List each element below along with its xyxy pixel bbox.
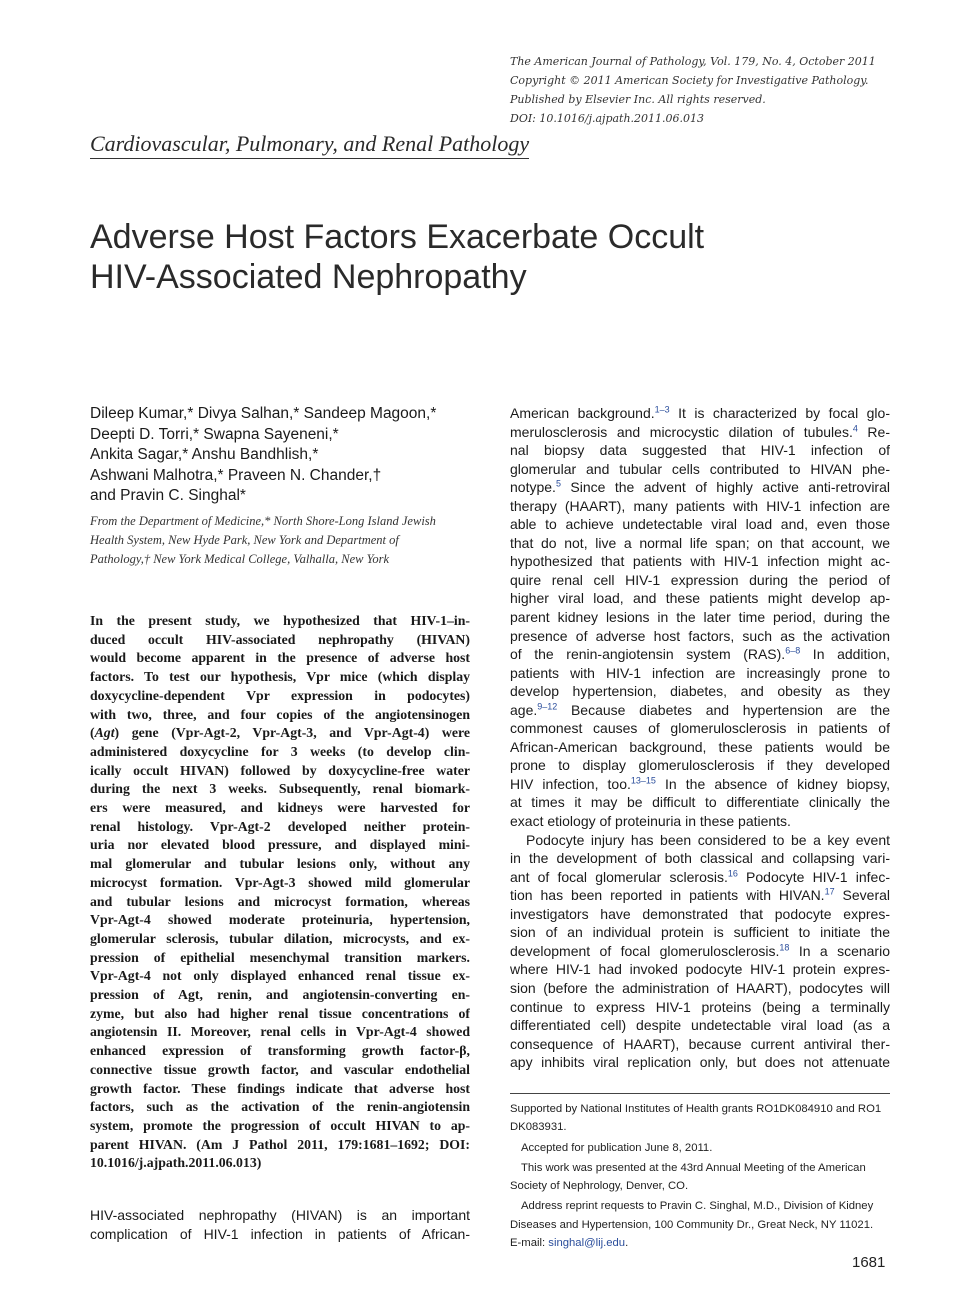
email-line: [510, 1234, 890, 1252]
body-text: of the renin-angiotensin system (RAS).: [510, 646, 786, 663]
abstract-line: with two, three, and four copies of the angiotensinogen: [90, 706, 470, 722]
abstract-line: and tubular lesions and microcyst formation, whereas: [90, 893, 470, 909]
abstract-line: In the present study, we hypothesized that HIV-1–in-: [90, 613, 470, 628]
journal-citation: [510, 52, 950, 128]
affiliation-line: Pathology,† New York Medical College, Valhalla, New York: [90, 552, 390, 566]
reference[interactable]: 4: [852, 422, 858, 433]
publisher-line: Published by Elsevier Inc. All rights reserved.: [510, 93, 766, 106]
body-text: Re-: [857, 423, 890, 440]
reference[interactable]: 13–15: [630, 775, 656, 786]
reference[interactable]: 9–12: [537, 701, 558, 712]
abstract-line: pression of Agt, renin, and angiotensin-converting en-: [90, 987, 470, 1003]
body-line: sion (before the administration of HAART), podocytes will: [510, 979, 890, 996]
affiliation-line: From the Department of Medicine,* North Shore-Long Island Jewish: [90, 514, 436, 528]
body-text: tion has been reported in patients with HIVAN.: [510, 887, 825, 904]
footnotes: [510, 1100, 890, 1252]
article-title: [90, 217, 810, 297]
body-text: notype.: [510, 479, 556, 496]
title-line: HIV-Associated Nephropathy: [90, 258, 527, 296]
reference[interactable]: 6–8: [785, 645, 801, 656]
body-line: investigators have demonstrated that podocyte expres-: [510, 905, 890, 922]
body-column-right: [510, 404, 890, 1072]
body-line: higher viral load, and these patients might develop ap-: [510, 590, 890, 607]
abstract-line: Vpr-Agt-4 showed moderate proteinuria, hypertension,: [90, 912, 470, 928]
abstract: [90, 612, 470, 1173]
body-line: continue to express HIV-1 proteins (being a terminally: [510, 998, 890, 1015]
author-line: Ashwani Malhotra,* Praveen N. Chander,†: [90, 466, 382, 484]
reference[interactable]: 1–3: [654, 404, 670, 415]
body-text: American background.: [510, 405, 655, 421]
body-line: Podocyte injury has been considered to be a key event: [526, 831, 890, 848]
affiliation-line: Health System, New Hyde Park, New York and Department of: [90, 533, 399, 547]
body-text: Several: [834, 887, 890, 904]
abstract-line: ers were measured, and kidneys were harvested for: [90, 800, 470, 816]
body-line: consequence of HAART), because current antiviral ther-: [510, 1035, 890, 1052]
email-link[interactable]: singhal@lij.edu: [548, 1237, 626, 1250]
abstract-line: zyme, but also had higher renal tissue concentrations of: [90, 1005, 470, 1021]
body-text: Podocyte HIV-1 infec-: [737, 868, 890, 885]
body-line: where HIV-1 had invoked podocyte HIV-1 protein expres-: [510, 961, 890, 978]
body-line: [510, 775, 890, 794]
abstract-line: duced occult HIV-associated nephropathy (HIVAN): [90, 631, 470, 647]
body-line: glomerular and tubular cells contributed to HIVAN phe-: [510, 460, 890, 477]
author-line: and Pravin C. Singhal*: [90, 487, 246, 504]
body-line: commonest causes of glomerulosclerosis in patients of: [510, 720, 890, 737]
abstract-line: system, promote the progression of occult HIVAN to ap-: [90, 1117, 470, 1133]
body-line: [510, 942, 890, 961]
body-line: [510, 423, 890, 442]
abstract-line: factors. To test our hypothesis, Vpr mice (which display: [90, 669, 470, 685]
body-text: development of focal glomerulosclerosis.: [510, 942, 780, 959]
presentation-note: Society of Nephrology, Denver, CO.: [510, 1180, 689, 1193]
intro-paragraph: [90, 1206, 470, 1244]
abstract-line: administered doxycycline for 3 weeks (to develop clin-: [90, 743, 470, 759]
presentation-note: This work was presented at the 43rd Annual Meeting of the American: [521, 1161, 866, 1174]
section-heading: Cardiovascular, Pulmonary, and Renal Pathology: [90, 131, 529, 159]
body-text: In addition,: [800, 646, 890, 663]
doi-line: DOI: 10.1016/j.ajpath.2011.06.013: [510, 112, 705, 125]
reference[interactable]: 5: [555, 478, 561, 489]
email-end: .: [625, 1237, 629, 1250]
body-line: presence of adverse host factors, such as the activation: [510, 627, 890, 644]
body-text: Because diabetes and hypertension are the: [557, 701, 890, 718]
body-line: [510, 701, 890, 720]
abstract-line: would become apparent in the presence of adverse host: [90, 650, 470, 666]
body-line: able to achieve undetectable viral load and, even those: [510, 516, 890, 533]
footnote-divider: [510, 1093, 890, 1094]
gene-symbol: Agt: [94, 725, 115, 741]
body-text: In the absence of kidney biopsy,: [655, 775, 890, 792]
abstract-line: during the next 3 weeks. Subsequently, renal biomark-: [90, 781, 470, 797]
body-line: hypothesized that patients with HIV-1 infection might ac-: [510, 553, 890, 570]
address-note: Address reprint requests to Pravin C. Singhal, M.D., Division of Kidney: [521, 1200, 874, 1213]
abstract-line: parent HIVAN. (Am J Pathol 2011, 179:1681–1692; DOI:: [90, 1136, 470, 1152]
body-line: quire renal cell HIV-1 expression during the period of: [510, 571, 890, 588]
abstract-line: pression of epithelial mesenchymal transition markers.: [90, 949, 470, 965]
body-line: [510, 886, 890, 905]
body-line: therapy (HAART), many patients with HIV-1 infection are: [510, 497, 890, 514]
address-note: Diseases and Hypertension, 100 Community Dr., Great Neck, NY 11021.: [510, 1218, 874, 1231]
body-text: HIV infection, too.: [510, 775, 631, 792]
funding-note: Supported by National Institutes of Health grants RO1DK084910 and RO1: [510, 1103, 882, 1115]
author-line: Ankita Sagar,* Anshu Bandhlish,*: [90, 446, 319, 463]
body-line: at times it may be difficult to differentiate clinically the: [510, 794, 890, 811]
body-text: It is characterized by focal glo-: [669, 405, 890, 421]
body-line: that do not, live a normal life span; on that account, we: [510, 534, 890, 551]
body-text: ant of focal glomerular sclerosis.: [510, 868, 728, 885]
body-line: prone to display glomerulosclerosis if they developed: [510, 757, 890, 774]
copyright-line: Copyright © 2011 American Society for Investigative Pathology.: [510, 74, 869, 87]
page-number: 1681: [852, 1254, 886, 1271]
abstract-line: doxycycline-dependent Vpr expression in podocytes): [90, 687, 470, 703]
body-line: in the development of both classical and collapsing vari-: [510, 850, 890, 867]
abstract-line: microcyst formation. Vpr-Agt-3 showed mild glomerular: [90, 874, 470, 890]
abstract-line: renal histology. Vpr-Agt-2 developed neither protein-: [90, 818, 470, 834]
intro-line: HIV-associated nephropathy (HIVAN) is an important: [90, 1207, 470, 1223]
reference[interactable]: 17: [824, 886, 835, 897]
body-text: age.: [510, 701, 538, 718]
affiliation: [90, 512, 480, 569]
author-list: [90, 404, 490, 507]
accepted-note: Accepted for publication June 8, 2011.: [521, 1141, 713, 1154]
abstract-line: enhanced expression of transforming growth factor-β,: [90, 1043, 470, 1059]
abstract-line: glomerular sclerosis, tubular dilation, microcysts, and ex-: [90, 930, 470, 946]
body-line: [510, 868, 890, 887]
intro-line: complication of HIV-1 infection in patients of African-: [90, 1226, 470, 1242]
body-line: [510, 478, 890, 497]
body-line: [510, 404, 890, 423]
body-line: sion of an individual protein is sufficient to initiate the: [510, 924, 890, 941]
abstract-line: factors, such as the activation of the renin-angiotensin: [90, 1099, 470, 1115]
email-label: E-mail:: [510, 1237, 549, 1250]
body-line: apy inhibits viral replication only, but does not attenuate: [510, 1054, 890, 1071]
reference[interactable]: 16: [727, 868, 738, 879]
funding-note: DK083931.: [510, 1121, 567, 1134]
body-text: Since the advent of highly active anti-retroviral: [560, 479, 890, 496]
body-text: In a scenario: [789, 942, 890, 959]
title-line: Adverse Host Factors Exacerbate Occult: [90, 218, 705, 256]
body-line: exact etiology of proteinuria in these patients.: [510, 813, 791, 830]
body-line: differentiated cell) despite undetectable viral load (as a: [510, 1017, 890, 1034]
body-line: parent kidney lesions in the later time period, during the: [510, 609, 890, 626]
abstract-line: connective tissue growth factor, and vascular endothelial: [90, 1061, 470, 1077]
abstract-line: angiotensin II. Moreover, renal cells in Vpr-Agt-4 showed: [90, 1024, 470, 1040]
body-line: nal biopsy data suggested that HIV-1 infection of: [510, 442, 890, 459]
abstract-line: 10.1016/j.ajpath.2011.06.013): [90, 1155, 262, 1171]
body-line: African-American background, these patients would be: [510, 738, 890, 755]
abstract-line: ically occult HIVAN) followed by doxycycline-free water: [90, 762, 470, 778]
author-line: Dileep Kumar,* Divya Salhan,* Sandeep Magoon,*: [90, 405, 437, 422]
reference[interactable]: 18: [779, 942, 790, 953]
abstract-line: mal glomerular and tubular lesions only, without any: [90, 856, 470, 872]
abstract-line: Vpr-Agt-4 not only displayed enhanced renal tissue ex-: [90, 968, 470, 984]
body-line: patients with HIV-1 infection are increasingly prone to: [510, 664, 890, 681]
abstract-line: growth factor. These findings indicate that adverse host: [90, 1080, 470, 1096]
body-line: [510, 645, 890, 664]
author-line: Deepti D. Torri,* Swapna Sayeneni,*: [90, 425, 339, 443]
body-line: develop hypertension, diabetes, and obesity as they: [510, 683, 890, 700]
abstract-line: uria nor elevated blood pressure, and displayed mini-: [90, 837, 470, 853]
body-text: merulosclerosis and microcystic dilation of tubules.: [510, 423, 853, 440]
journal-line: The American Journal of Pathology, Vol. 179, No. 4, October 2011: [510, 55, 876, 68]
abstract-line: (Agt) gene (Vpr-Agt-2, Vpr-Agt-3, and Vpr-Agt-4) were: [90, 725, 470, 741]
